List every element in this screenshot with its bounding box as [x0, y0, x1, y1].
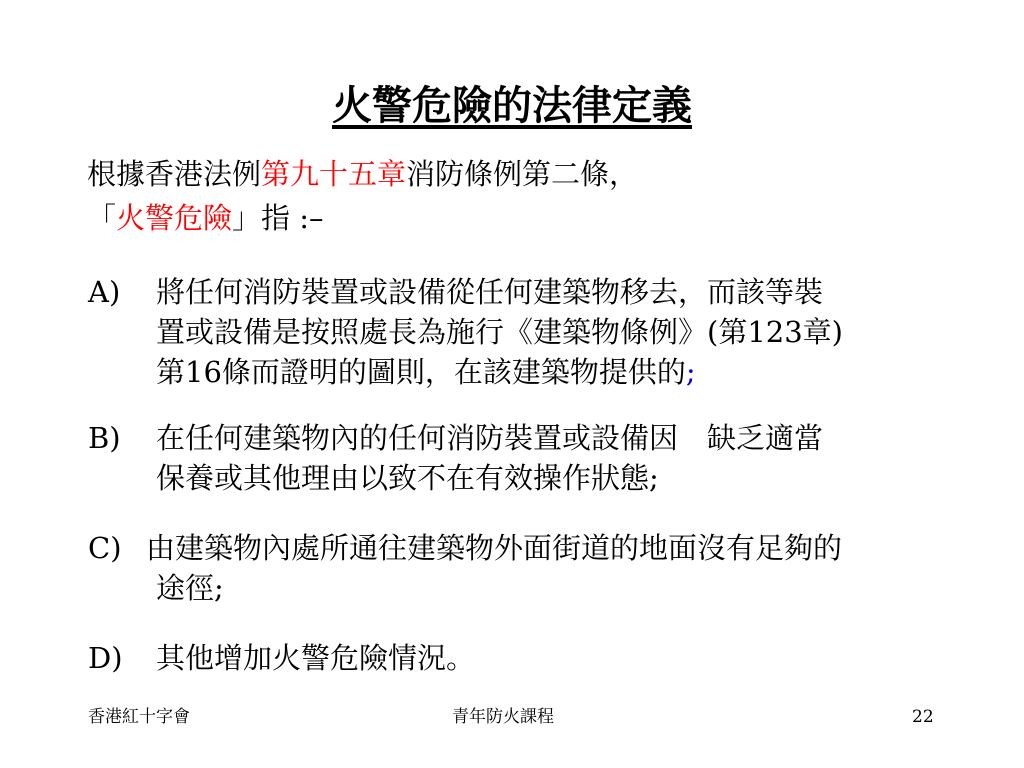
item-end-mark: ; [685, 355, 696, 389]
footer-page-number: 22 [912, 707, 934, 727]
list-item-a [88, 272, 988, 392]
list-item-b [88, 418, 988, 498]
slide-title: 火警危險的法律定義 [332, 82, 692, 129]
list-item-d [88, 638, 988, 678]
item-text [156, 418, 823, 498]
item-line: 保養或其他理由以致不在有效操作狀態; [156, 461, 659, 495]
item-line: 途徑; [156, 571, 224, 605]
chapter-reference: 第九十五章 [261, 157, 407, 191]
item-line: 其他增加火警危險情況。 [156, 641, 476, 675]
item-line [156, 352, 843, 392]
item-text [156, 272, 843, 392]
list-item-c [88, 528, 1008, 608]
item-line-text: 第16條而證明的圖則，在該建築物提供的 [156, 355, 686, 389]
footer-course: 青年防火課程 [452, 707, 554, 727]
item-line: 由建築物內處所通往建築物外面街道的地面沒有足夠的 [146, 531, 843, 565]
footer-organization: 香港紅十字會 [88, 707, 190, 727]
defined-term: 火警危險 [116, 201, 233, 235]
quote-open: 「 [87, 201, 117, 235]
intro-line-1 [87, 152, 638, 196]
intro-suffix: 消防條例第二條， [406, 157, 639, 191]
quote-close: 」指 :– [232, 201, 324, 235]
item-marker: C) [88, 531, 122, 565]
item-text [156, 638, 475, 678]
item-marker: A) [88, 275, 121, 309]
item-text [146, 528, 842, 608]
item-marker: B) [88, 421, 121, 455]
intro-prefix: 根據香港法例 [87, 157, 262, 191]
item-line: 置或設備是按照處長為施行《建築物條例》(第123章) [156, 315, 843, 349]
intro-text [87, 152, 638, 240]
intro-line-2 [87, 196, 638, 240]
item-line: 將任何消防裝置或設備從任何建築物移去，而該等裝 [156, 275, 824, 309]
item-line: 在任何建築物內的任何消防裝置或設備因 缺乏適當 [156, 421, 824, 455]
item-marker: D) [88, 641, 123, 675]
